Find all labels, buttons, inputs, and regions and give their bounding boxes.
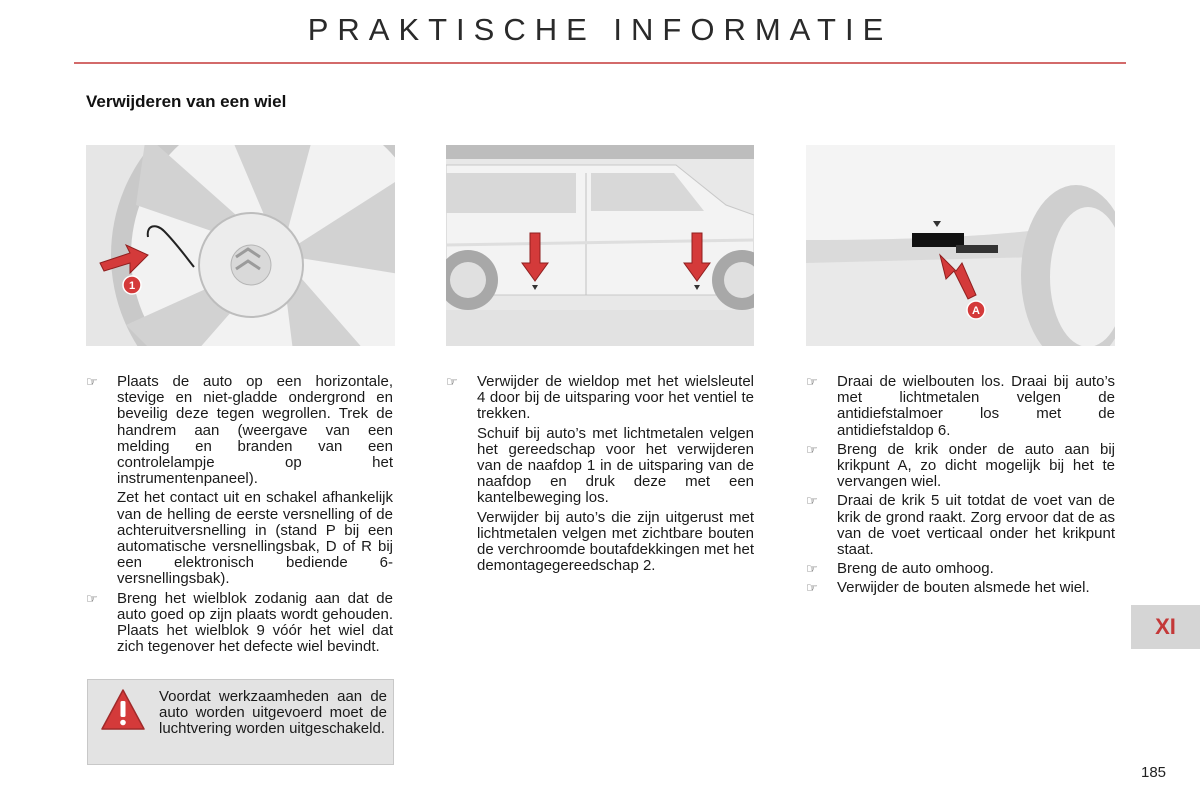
instructions-column-3 — [806, 374, 1115, 600]
figure-jack-point-detail — [806, 145, 1115, 346]
instruction-item — [446, 510, 754, 575]
warning-box — [87, 679, 394, 765]
instruction-text: Draai de krik 5 uit totdat de voet van de krik de grond raakt. Zorg ervoor dat de as van de voet verticaal onder het krikpunt staat. — [837, 492, 1115, 559]
warning-triangle-icon — [100, 688, 146, 732]
instruction-item — [446, 426, 754, 507]
instruction-item — [86, 374, 393, 487]
page-number: 185 — [1141, 764, 1167, 781]
instructions-column-2 — [446, 374, 754, 577]
figure-wheel-hubcap — [86, 145, 395, 346]
warning-text: Voordat werkzaamheden aan de auto worden uitgevoerd moet de luchtvering worden uitgeschakeld. — [159, 688, 387, 737]
instruction-item — [806, 561, 1115, 577]
instruction-text: Verwijder de wieldop met het wielsleutel 4 door bij de uitsparing voor het ventiel te trekken. — [477, 373, 754, 423]
instruction-item — [86, 490, 393, 587]
pointing-hand-icon: ☞ — [446, 374, 458, 389]
instruction-text: Breng de auto omhoog. — [837, 560, 994, 578]
car-side-illustration — [446, 145, 754, 346]
pointing-hand-icon: ☞ — [806, 561, 818, 577]
instruction-text: Zet het contact uit en schakel afhankelijk van de helling de eerste versnelling of de achteruitversnelling in (stand P bij een automatische versnellingsbak, D of R bij een elektronisch bediende 6-versnellingsbak). — [117, 489, 393, 588]
page-header-title: PRAKTISCHE INFORMATIE — [307, 12, 893, 47]
instruction-item — [806, 374, 1115, 439]
callout-label: 1 — [128, 280, 136, 292]
section-title: Verwijderen van een wiel — [86, 92, 287, 111]
instruction-item — [806, 493, 1115, 558]
instruction-text: Schuif bij auto’s met lichtmetalen velgen het gereedschap voor het verwijderen van de naafdop 1 in de uitsparing van de naafdop en druk deze met een kantelbeweging los. — [477, 424, 754, 507]
pointing-hand-icon: ☞ — [806, 374, 818, 389]
jack-point-illustration — [806, 145, 1115, 346]
chapter-tab: XI — [1131, 605, 1200, 649]
pointing-hand-icon: ☞ — [86, 590, 98, 606]
pointing-hand-icon: ☞ — [806, 580, 818, 596]
instruction-text: Breng de krik onder de auto aan bij krikpunt A, zo dicht mogelijk bij het te vervangen wiel. — [837, 440, 1115, 491]
instruction-item — [86, 591, 393, 656]
instruction-item — [446, 374, 754, 423]
instruction-item — [806, 442, 1115, 491]
instruction-text: Draai de wielbouten los. Draai bij auto’s met lichtmetalen velgen de antidiefstalmoer los met de antidiefstaldop 6. — [837, 373, 1115, 439]
instruction-text: Verwijder de bouten alsmede het wiel. — [837, 579, 1090, 597]
wheel-hubcap-illustration — [86, 145, 395, 346]
instructions-column-1 — [86, 374, 393, 658]
instruction-text: Breng het wielblok zodanig aan dat de auto goed op zijn plaats wordt gehouden. Plaats het wielblok 9 vóór het wiel dat zich tegenover het defecte wiel bevindt. — [117, 589, 393, 656]
instruction-text: Verwijder bij auto’s die zijn uitgerust met lichtmetalen velgen met zichtbare bouten de verchroomde boutafdekkingen met het demontagegereedschap 2. — [477, 508, 754, 575]
instruction-item — [806, 580, 1115, 596]
pointing-hand-icon: ☞ — [806, 441, 818, 457]
pointing-hand-icon: ☞ — [806, 493, 818, 509]
header-divider — [74, 62, 1126, 64]
callout-label: A — [972, 305, 980, 317]
instruction-text: Plaats de auto op een horizontale, stevige en niet-gladde ondergrond en beveilig deze tegen wegrollen. Trek de handrem aan (weergave van een melding en branden van een controlelampje op het instrumentenpaneel). — [117, 373, 393, 488]
figure-car-jack-points — [446, 145, 754, 346]
pointing-hand-icon: ☞ — [86, 374, 98, 389]
